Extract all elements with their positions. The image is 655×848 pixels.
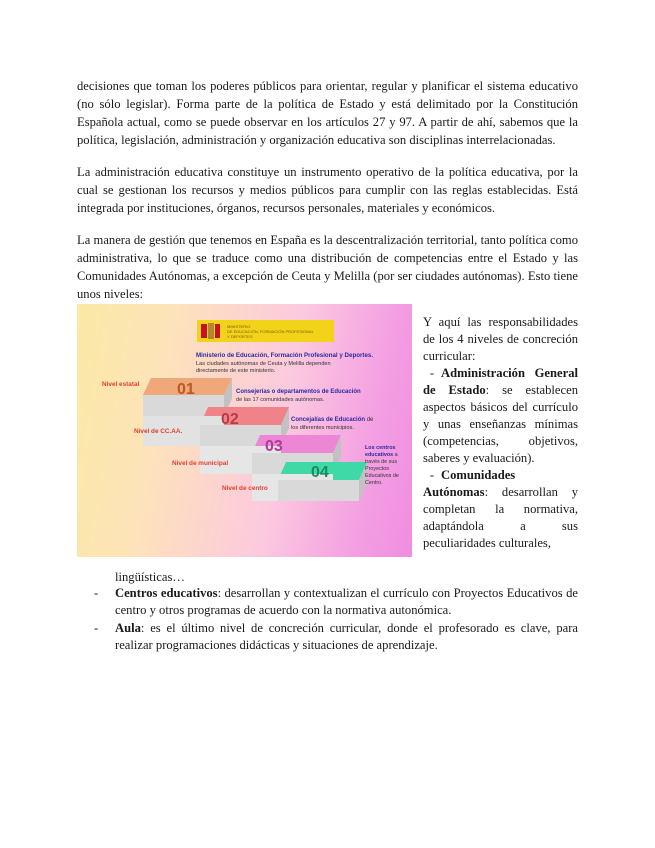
paragraph-politica-educativa: decisiones que toman los poderes públicos para orientar, regular y planificar el sistema educativo (no sólo legislar). Forma parte de la política de Estado y está delimitado por la Constitución Española actual, como se puede observar en los artículos 27 y 97. A partir de ahí, sabemos que la política, legislación, administración y organización educativa son disciplinas interrelacionadas. (77, 79, 578, 147)
step-02-number: 02 (221, 411, 239, 428)
side-item-ccaa: - Comunidades Autónomas: desarrollan y completan la normativa, adaptándola a sus peculiaridades culturales, (423, 468, 578, 550)
ministry-title: Ministerio de Educación, Formación Profesional y Deportes. (196, 352, 374, 359)
municipal-desc: los diferentes municipios. (291, 425, 354, 431)
levels-bullet-list (77, 585, 578, 655)
logo-text-2: DE EDUCACIÓN, FORMACIÓN PROFESIONAL (227, 329, 314, 334)
list-item-centros: - Centros educativos: desarrollan y contextualizan el currículo con Proyectos Educativos de centro y otros programas de acuerdo con la normativa autonómica. (94, 586, 578, 617)
continuation-text: lingüísticas… (115, 570, 185, 584)
ccaa-title: Consejerías o departamentos de Educación (236, 389, 361, 395)
ministry-desc-1: Las ciudades autónomas de Ceuta y Melilla dependen (196, 361, 331, 367)
level-label-centro: Nivel de centro (222, 485, 268, 492)
paragraph-administracion-educativa: La administración educativa constituye un instrumento operativo de la política educativa, por la cual se gestionan los recursos y medios públicos para cumplir con las reglas establecidas. Está integrada por instituciones, órganos, recursos personales, materiales y económicos. (77, 165, 578, 215)
centro-desc-4: Educativos de (365, 473, 399, 479)
centro-desc-5: Centro. (365, 480, 383, 486)
ministry-logo (197, 320, 334, 342)
logo-text-1: MINISTERIO (227, 324, 251, 329)
logo-text-3: Y DEPORTES (227, 334, 253, 339)
municipal-title-line: Concejalías de Educación de (291, 417, 374, 423)
centro-title-1: Los centros (365, 445, 396, 451)
step-04-number: 04 (311, 464, 329, 481)
side-item-estado: - Administración General de Estado: se establecen aspectos básicos del currículo y unas enseñanzas mínimas (competencias, objetivos, saberes y evaluación). (423, 366, 578, 465)
ministry-desc-2: directamente de este ministerio. (196, 368, 276, 374)
side-item-ccaa-bold: Comunidades Autónomas (423, 468, 516, 499)
centro-desc-2: través de sus (365, 459, 398, 465)
levels-infographic (77, 304, 412, 557)
centro-desc-3: Proyectos (365, 466, 389, 472)
side-item-estado-bold: Administración General de Estado (423, 366, 578, 397)
paragraph-gestion-territorial: La manera de gestión que tenemos en España es la descentralización territorial, tanto política como administrativa, lo que se traduce como una distribución de competencias entre el Estado y las Comunidades Autónomas, a excepción de Ceuta y Melilla (por ser ciudades autónomas). Esto tiene unos niveles: (77, 233, 578, 301)
ccaa-desc: de las 17 comunidades autónomas. (236, 397, 325, 403)
step-01-number: 01 (177, 381, 195, 398)
centro-title-2-line: educativos a (365, 452, 398, 458)
levels-responsibilities-column (423, 314, 578, 552)
level-label-estatal: Nivel estatal (102, 381, 140, 388)
side-intro: Y aquí las responsabilidades de los 4 niveles de concreción curricular: (423, 315, 578, 363)
level-label-municipal: Nivel de municipal (172, 460, 229, 467)
list-item-aula: - Aula: es el último nivel de concreción curricular, donde el profesorado es clave, para realizar programaciones didácticas y situaciones de aprendizaje. (94, 621, 578, 652)
level-label-ccaa: Nivel de CC.AA. (134, 428, 183, 435)
step-03-number: 03 (265, 438, 283, 455)
